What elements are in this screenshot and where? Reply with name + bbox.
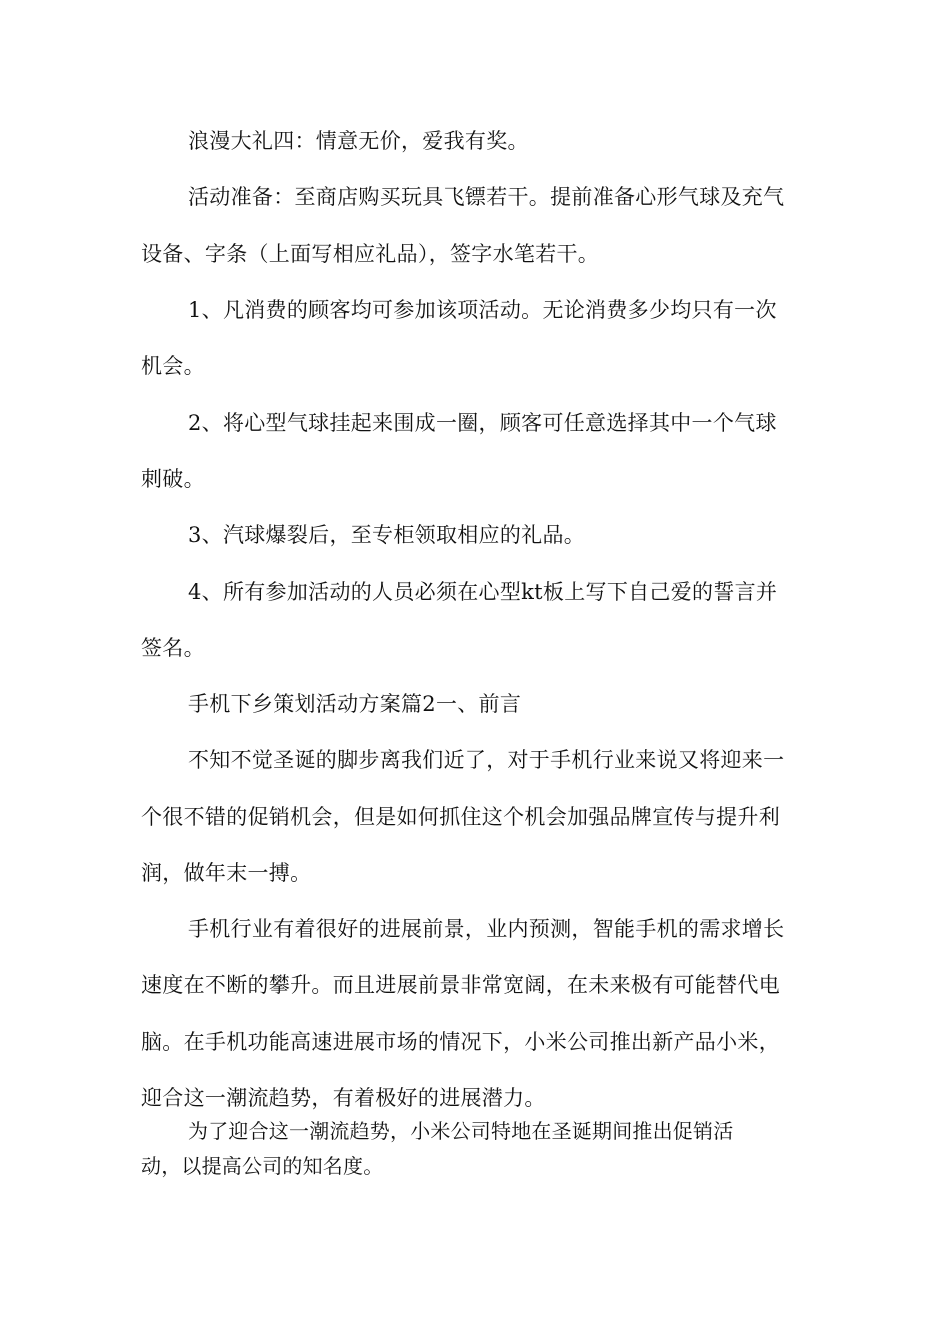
paragraph-line: 手机行业有着很好的进展前景，业内预测，智能手机的需求增长 — [188, 917, 785, 941]
paragraph-line: 为了迎合这一潮流趋势，小米公司特地在圣诞期间推出促销活 — [188, 1119, 734, 1143]
paragraph-line: 设备、字条（上面写相应礼品），签字水笔若干。 — [141, 242, 600, 266]
paragraph-line: 1、凡消费的顾客均可参加该项活动。无论消费多少均只有一次 — [188, 298, 777, 322]
paragraph-line: 脑。在手机功能高速进展市场的情况下，小米公司推出新产品小米， — [141, 1030, 780, 1054]
paragraph-line: 活动准备：至商店购买玩具飞镖若干。提前准备心形气球及充气 — [188, 185, 785, 209]
paragraph-line: 不知不觉圣诞的脚步离我们近了，对于手机行业来说又将迎来一 — [188, 748, 785, 772]
section-heading: 手机下乡策划活动方案篇2一、前言 — [188, 692, 522, 716]
paragraph-line: 机会。 — [141, 354, 205, 378]
paragraph-line: 迎合这一潮流趋势，有着极好的进展潜力。 — [141, 1086, 546, 1110]
paragraph-line: 签名。 — [141, 636, 205, 660]
paragraph-line: 润，做年末一搏。 — [141, 861, 312, 885]
paragraph-line: 3、汽球爆裂后，至专柜领取相应的礼品。 — [188, 523, 586, 547]
paragraph-line: 刺破。 — [141, 467, 205, 491]
paragraph-line: 速度在不断的攀升。而且进展前景非常宽阔，在未来极有可能替代电 — [141, 973, 780, 997]
paragraph-line: 浪漫大礼四：情意无价，爱我有奖。 — [188, 129, 529, 153]
paragraph-line: 2、将心型气球挂起来围成一圈，顾客可任意选择其中一个气球 — [188, 411, 777, 435]
paragraph-line: 动，以提高公司的知名度。 — [141, 1154, 384, 1178]
paragraph-line: 4、所有参加活动的人员必须在心型kt板上写下自己爱的誓言并 — [188, 580, 778, 604]
paragraph-line: 个很不错的促销机会，但是如何抓住这个机会加强品牌宣传与提升利 — [141, 805, 780, 829]
